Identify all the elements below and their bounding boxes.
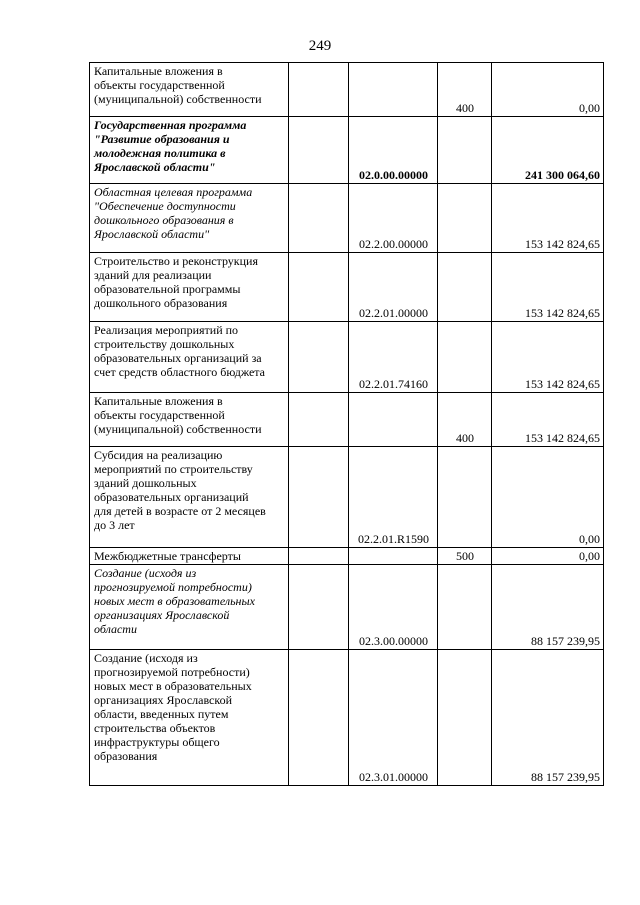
item-name-line: Ярославской области" (94, 227, 210, 241)
item-name-line: Ярославской области" (94, 160, 216, 174)
item-name-line: новых мест в образовательных (94, 594, 255, 608)
item-name-line: для детей в возрасте от 2 месяцев (94, 504, 266, 518)
table-row (90, 63, 604, 117)
item-name-cell (90, 63, 289, 117)
amount-cell: 241 300 064,60 (492, 117, 604, 184)
empty-cell (289, 117, 349, 184)
target-code-cell (349, 63, 438, 117)
target-code-cell: 02.3.00.00000 (349, 565, 438, 650)
table-row (90, 447, 604, 548)
table-row (90, 322, 604, 393)
item-name-line: Реализация мероприятий по (94, 323, 239, 337)
table-row (90, 650, 604, 786)
expense-kind-cell (438, 565, 492, 650)
item-name-line: молодежная политика в (94, 146, 226, 160)
empty-cell (289, 447, 349, 548)
amount-cell: 88 157 239,95 (492, 565, 604, 650)
item-name-cell (90, 117, 289, 184)
expense-kind-cell (438, 184, 492, 253)
expense-kind-cell (438, 253, 492, 322)
expense-kind-cell (438, 447, 492, 548)
target-code-cell: 02.2.01.00000 (349, 253, 438, 322)
item-name-line: организациях Ярославской (94, 608, 230, 622)
item-name-cell (90, 322, 289, 393)
item-name-line: новых мест в образовательных (94, 679, 252, 693)
amount-cell: 153 142 824,65 (492, 322, 604, 393)
table-row (90, 565, 604, 650)
item-name-line: образовательных организаций за (94, 351, 262, 365)
amount-cell: 0,00 (492, 447, 604, 548)
item-name-line: мероприятий по строительству (94, 462, 253, 476)
table-row (90, 548, 604, 565)
target-code-cell: 02.2.01.74160 (349, 322, 438, 393)
item-name-line: Субсидия на реализацию (94, 448, 223, 462)
item-name-line: области, введенных путем (94, 707, 229, 721)
item-name-line: Капитальные вложения в (94, 394, 223, 408)
item-name-line: организациях Ярославской (94, 693, 233, 707)
item-name-line: образования (94, 749, 158, 763)
target-code-cell: 02.2.00.00000 (349, 184, 438, 253)
item-name-line: дошкольного образования (94, 296, 228, 310)
item-name-line: инфраструктуры общего (94, 735, 220, 749)
target-code-cell (349, 393, 438, 447)
target-code-cell: 02.3.01.00000 (349, 650, 438, 786)
item-name-line: прогнозируемой потребности) (94, 665, 250, 679)
target-code-cell: 02.0.00.00000 (349, 117, 438, 184)
expense-kind-cell: 500 (438, 548, 492, 565)
amount-cell: 153 142 824,65 (492, 253, 604, 322)
table-row (90, 253, 604, 322)
empty-cell (289, 253, 349, 322)
item-name-cell (90, 447, 289, 548)
budget-table-body (90, 63, 604, 786)
item-name-line: зданий для реализации (94, 268, 212, 282)
empty-cell (289, 184, 349, 253)
item-name-cell (90, 650, 289, 786)
item-name-line: образовательных организаций (94, 490, 249, 504)
item-name-line: до 3 лет (94, 518, 135, 532)
item-name-line: "Обеспечение доступности (94, 199, 236, 213)
item-name-line: Капитальные вложения в (94, 64, 223, 78)
empty-cell (289, 63, 349, 117)
target-code-cell (349, 548, 438, 565)
empty-cell (289, 322, 349, 393)
item-name-line: (муниципальной) собственности (94, 92, 262, 106)
item-name-line: зданий дошкольных (94, 476, 197, 490)
empty-cell (289, 650, 349, 786)
item-name-line: Межбюджетные трансферты (94, 549, 241, 563)
expense-kind-cell: 400 (438, 63, 492, 117)
item-name-cell (90, 565, 289, 650)
table-row (90, 393, 604, 447)
amount-cell: 153 142 824,65 (492, 393, 604, 447)
item-name-line: объекты государственной (94, 78, 225, 92)
expense-kind-cell (438, 117, 492, 184)
empty-cell (289, 393, 349, 447)
item-name-line: прогнозируемой потребности) (94, 580, 252, 594)
item-name-line: Создание (исходя из (94, 566, 197, 580)
item-name-cell (90, 548, 289, 565)
item-name-line: объекты государственной (94, 408, 225, 422)
item-name-cell (90, 393, 289, 447)
target-code-cell: 02.2.01.R1590 (349, 447, 438, 548)
amount-cell: 0,00 (492, 63, 604, 117)
item-name-cell (90, 184, 289, 253)
page-number: 249 (308, 38, 332, 54)
table-row (90, 117, 604, 184)
amount-cell: 0,00 (492, 548, 604, 565)
item-name-line: (муниципальной) собственности (94, 422, 262, 436)
item-name-line: Областная целевая программа (94, 185, 253, 199)
item-name-line: Создание (исходя из (94, 651, 198, 665)
item-name-line: строительства объектов (94, 721, 216, 735)
item-name-line: строительству дошкольных (94, 337, 235, 351)
item-name-line: области (94, 622, 137, 636)
amount-cell: 88 157 239,95 (492, 650, 604, 786)
item-name-line: "Развитие образования и (94, 132, 230, 146)
table-row (90, 184, 604, 253)
item-name-line: образовательной программы (94, 282, 241, 296)
amount-cell: 153 142 824,65 (492, 184, 604, 253)
empty-cell (289, 548, 349, 565)
item-name-line: дошкольного образования в (94, 213, 234, 227)
expense-kind-cell: 400 (438, 393, 492, 447)
empty-cell (289, 565, 349, 650)
item-name-line: Государственная программа (94, 118, 247, 132)
expense-kind-cell (438, 322, 492, 393)
item-name-line: Строительство и реконструкция (94, 254, 258, 268)
budget-table (89, 62, 604, 786)
item-name-line: счет средств областного бюджета (94, 365, 266, 379)
item-name-cell (90, 253, 289, 322)
expense-kind-cell (438, 650, 492, 786)
